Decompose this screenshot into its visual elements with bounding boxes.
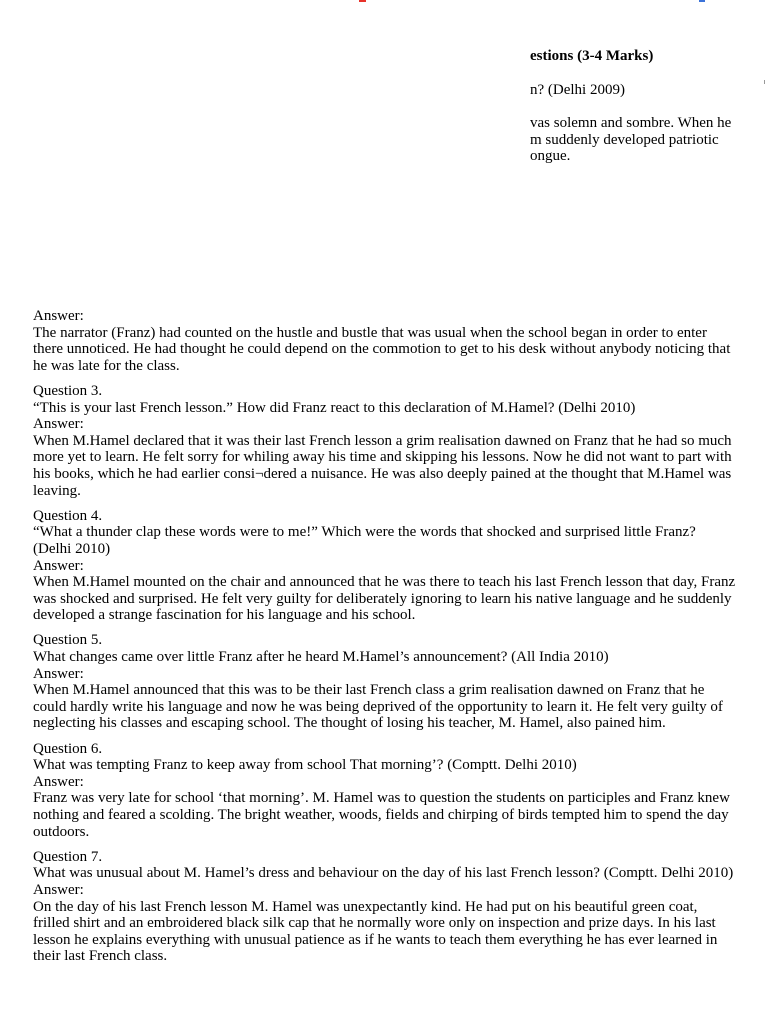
answer-label: Answer: [33, 773, 84, 790]
qa-content [33, 308, 736, 974]
partial-answer-line: m suddenly developed patriotic [530, 131, 719, 148]
question-text: What was tempting Franz to keep away from school That morning’? (Comptt. Delhi 2010) [33, 757, 577, 774]
question-text: “What a thunder clap these words were to me!” Which were the words that shocked and surprised little Franz? (Delhi 2010) [33, 524, 696, 557]
qa-block-2 [33, 308, 736, 374]
answer-text: When M.Hamel announced that this was to be their last French class a grim realisation dawned on Franz that he could hardly write his language and now he was being deprived of the opportunity to learn it. He felt very guilty of neglecting his classes and escaping school. The thought of losing his teacher, M. Hamel, also pained him. [33, 682, 723, 732]
answer-text: When M.Hamel declared that it was their last French lesson a grim realisation dawned on Franz that he had so much more yet to learn. He felt sorry for whiling away his time and skipping his lessons. Now he did not want to part with his books, which he had earlier consi¬dered a nuisance. He was also deeply pained at the thought that M.Hamel was leaving. [33, 432, 732, 499]
answer-text: Franz was very late for school ‘that morning’. M. Hamel was to question the students on participles and Franz knew nothing and feared a scolding. The bright weather, woods, fields and chirping of birds tempted him to spend the day outdoors. [33, 790, 730, 840]
question-label: Question 4. [33, 507, 103, 524]
top-edge-mark-red [359, 0, 366, 2]
question-text: “This is your last French lesson.” How did Franz react to this declaration of M.Hamel? (Delhi 2010) [33, 399, 636, 416]
partial-answer-line: ongue. [530, 148, 571, 165]
partial-answer-line: vas solemn and sombre. When he [530, 115, 732, 131]
partial-question-text: n? (Delhi 2009) [530, 82, 625, 98]
answer-text: When M.Hamel mounted on the chair and announced that he was there to teach his last French lesson that day, Franz was shocked and surprised. He felt very guilty for deliberately ignoring to learn his native language and he suddenly developed a strange fascination for his language and his school. [33, 574, 736, 624]
answer-label: Answer: [33, 881, 84, 898]
question-label: Question 3. [33, 382, 103, 399]
qa-block-7 [33, 849, 736, 965]
qa-block-5 [33, 632, 736, 732]
answer-label: Answer: [33, 416, 84, 433]
question-label: Question 7. [33, 848, 103, 865]
partial-section-heading: estions (3-4 Marks) [530, 48, 654, 64]
question-label: Question 5. [33, 632, 103, 649]
answer-text: On the day of his last French lesson M. Hamel was unexpectantly kind. He had put on his beautiful green coat, frilled shirt and an embroidered black silk cap that he normally wore only on inspection and prize days. In his last lesson he explains everything with unusual patience as if he wants to teach them everything he has ever learned in their last French class. [33, 898, 718, 965]
qa-block-3 [33, 383, 736, 499]
answer-label: Answer: [33, 557, 84, 574]
answer-text: The narrator (Franz) had counted on the hustle and bustle that was usual when the school began in order to enter there unnoticed. He had thought he could depend on the commotion to get to his desk without anybody noticing that he was late for the class. [33, 324, 731, 374]
question-text: What changes came over little Franz after he heard M.Hamel’s announcement? (All India 2010) [33, 649, 609, 666]
partial-answer-text [530, 115, 768, 165]
answer-label: Answer: [33, 665, 84, 682]
qa-block-6 [33, 741, 736, 841]
top-edge-mark-blue [699, 0, 705, 2]
qa-block-4 [33, 508, 736, 624]
question-label: Question 6. [33, 740, 103, 757]
answer-label: Answer: [33, 308, 84, 324]
question-text: What was unusual about M. Hamel’s dress and behaviour on the day of his last French lesson? (Comptt. Delhi 2010) [33, 865, 734, 882]
